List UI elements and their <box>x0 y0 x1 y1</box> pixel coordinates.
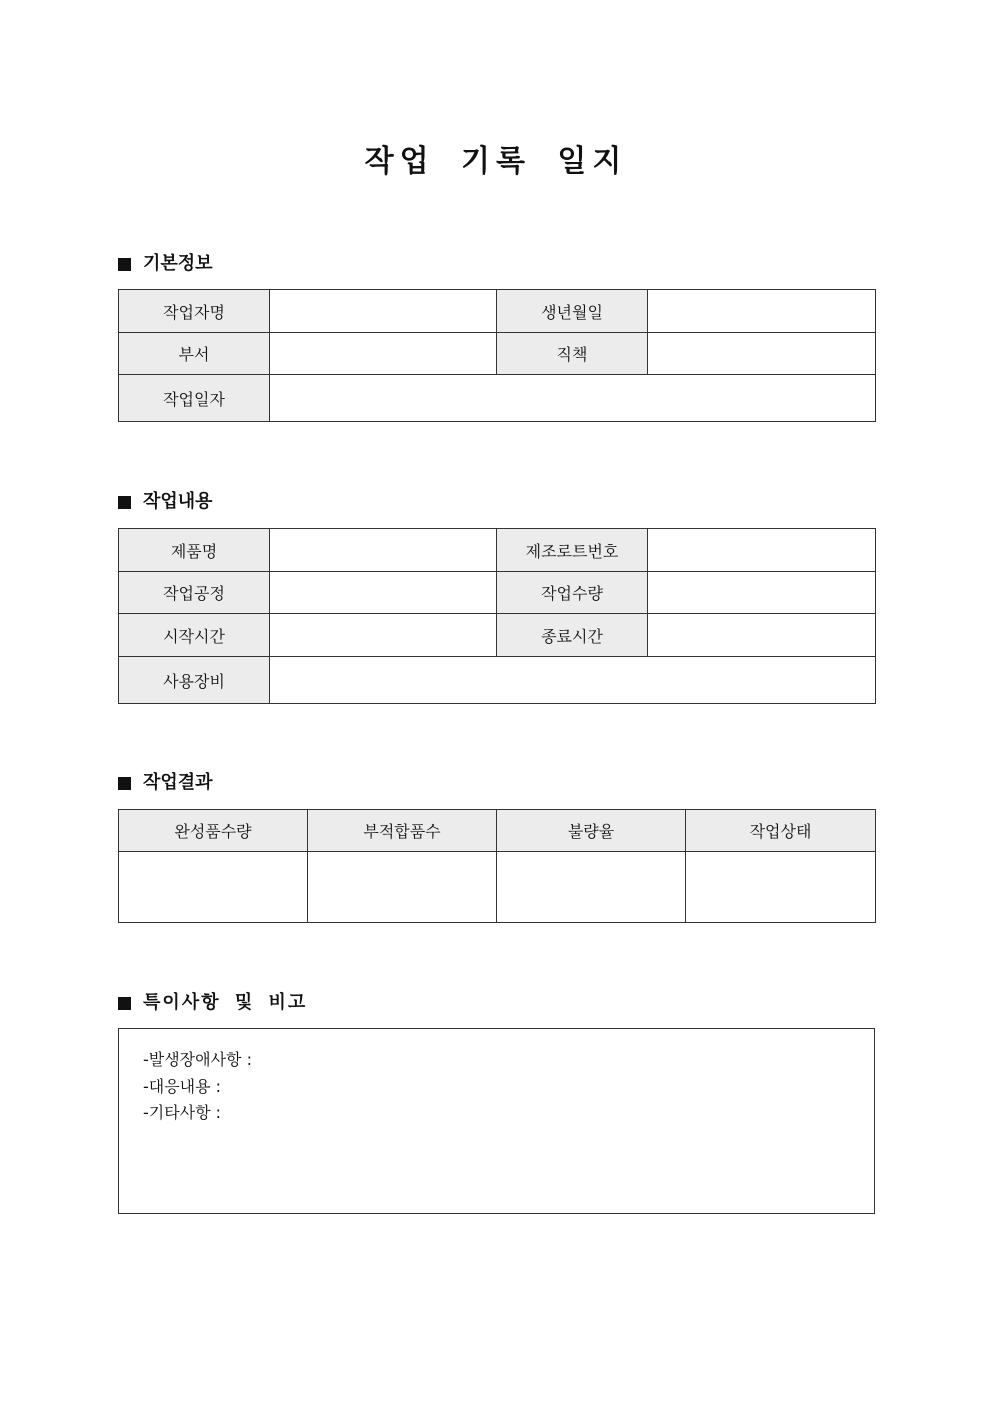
field-work-status[interactable] <box>686 852 876 923</box>
label-work-process: 작업공정 <box>119 572 270 614</box>
square-bullet-icon <box>118 997 131 1010</box>
field-finished-quantity[interactable] <box>119 852 308 923</box>
section-heading-label: 기본정보 <box>143 253 213 274</box>
field-product-name[interactable] <box>270 529 497 572</box>
header-finished-quantity: 완성품수량 <box>119 810 308 852</box>
section-heading-label: 특이사항 및 비고 <box>143 992 308 1013</box>
page-title: 작업 기록 일지 <box>364 144 628 179</box>
label-equipment: 사용장비 <box>119 657 270 704</box>
field-end-time[interactable] <box>648 614 876 657</box>
work-result-table <box>118 809 876 923</box>
section-heading-work-result <box>118 771 213 795</box>
field-work-date[interactable] <box>270 375 876 422</box>
label-product-name: 제품명 <box>119 529 270 572</box>
label-lot-number: 제조로트번호 <box>497 529 648 572</box>
section-heading-basic-info <box>118 252 213 276</box>
notes-line-other: -기타사항 : <box>143 1103 222 1122</box>
label-end-time: 종료시간 <box>497 614 648 657</box>
section-heading-label: 작업결과 <box>143 772 213 793</box>
field-department[interactable] <box>270 333 497 375</box>
field-work-process[interactable] <box>270 572 497 614</box>
notes-line-response: -대응내용 : <box>143 1077 222 1096</box>
header-nonconforming-count: 부적합품수 <box>308 810 497 852</box>
field-work-quantity[interactable] <box>648 572 876 614</box>
field-lot-number[interactable] <box>648 529 876 572</box>
label-position: 직책 <box>497 333 648 375</box>
section-heading-notes <box>118 991 307 1015</box>
notes-box[interactable] <box>118 1028 875 1214</box>
field-nonconforming-count[interactable] <box>308 852 497 923</box>
header-defect-rate: 불량율 <box>497 810 686 852</box>
label-department: 부서 <box>119 333 270 375</box>
work-content-table <box>118 528 876 704</box>
field-start-time[interactable] <box>270 614 497 657</box>
notes-line-incident: -발생장애사항 : <box>143 1050 252 1069</box>
label-birth-date: 생년월일 <box>497 290 648 333</box>
label-work-quantity: 작업수량 <box>497 572 648 614</box>
field-defect-rate[interactable] <box>497 852 686 923</box>
label-work-date: 작업일자 <box>119 375 270 422</box>
square-bullet-icon <box>118 258 131 271</box>
field-birth-date[interactable] <box>648 290 876 333</box>
field-position[interactable] <box>648 333 876 375</box>
header-work-status: 작업상태 <box>686 810 876 852</box>
square-bullet-icon <box>118 496 131 509</box>
section-heading-work-content <box>118 490 213 514</box>
label-worker-name: 작업자명 <box>119 290 270 333</box>
label-start-time: 시작시간 <box>119 614 270 657</box>
square-bullet-icon <box>118 777 131 790</box>
field-equipment[interactable] <box>270 657 876 704</box>
basic-info-table <box>118 289 876 422</box>
field-worker-name[interactable] <box>270 290 497 333</box>
section-heading-label: 작업내용 <box>143 491 213 512</box>
